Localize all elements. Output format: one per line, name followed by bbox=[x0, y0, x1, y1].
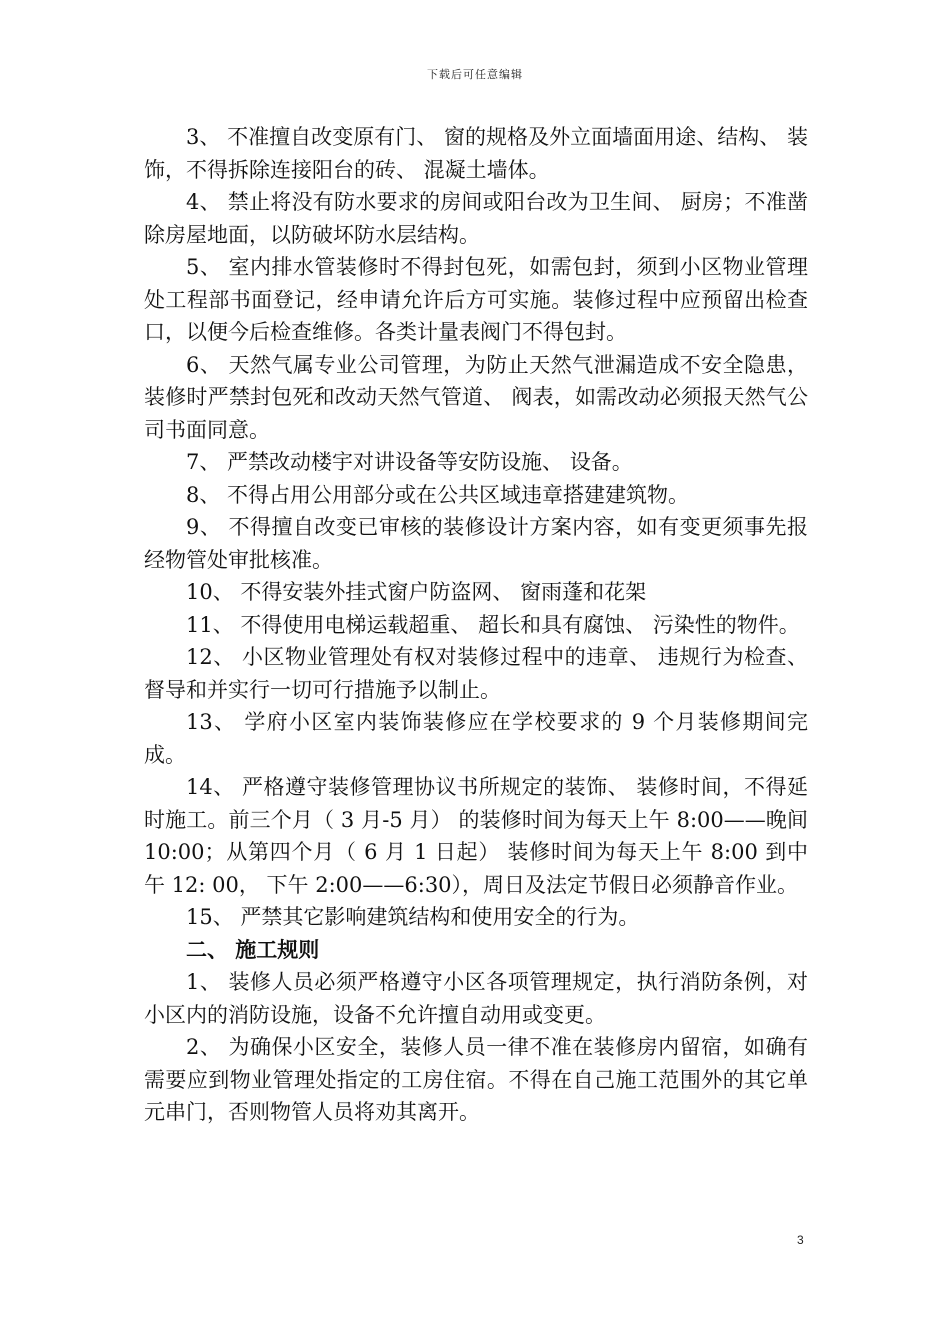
rule-14: 14、 严格遵守装修管理协议书所规定的装饰、 装修时间，不得延时施工。前三个月（ 3 月-5 月） 的装修时间为每天上午 8:00——晚间 10:00；从第四个月（ 6 月 1 日起） 装修时间为每天上午 8:00 到中午 12: 00， 下午 2:00——6:30），周日及法定节假日必须静音作业。 bbox=[144, 775, 808, 897]
page-number: 3 bbox=[797, 1233, 804, 1247]
rule-13: 13、 学府小区室内装饰装修应在学校要求的 9 个月装修期间完成。 bbox=[144, 710, 808, 767]
rule-4: 4、 禁止将没有防水要求的房间或阳台改为卫生间、 厨房；不准凿除房屋地面，以防破坏防水层结构。 bbox=[144, 190, 808, 247]
rule-9: 9、 不得擅自改变已审核的装修设计方案内容，如有变更须事先报经物管处审批核准。 bbox=[144, 515, 808, 572]
rule-6: 6、 天然气属专业公司管理，为防止天然气泄漏造成不安全隐患，装修时严禁封包死和改动天然气管道、 阀表，如需改动必须报天然气公司书面同意。 bbox=[144, 352, 808, 442]
document-body bbox=[144, 121, 808, 1129]
rule-5: 5、 室内排水管装修时不得封包死，如需包封，须到小区物业管理处工程部书面登记，经申请允许后方可实施。装修过程中应预留出检查口，以便今后检查维修。各类计量表阀门不得包封。 bbox=[144, 255, 808, 344]
rule-8: 8、 不得占用公用部分或在公共区域违章搭建建筑物。 bbox=[186, 482, 690, 507]
rule-7: 7、 严禁改动楼宇对讲设备等安防设施、 设备。 bbox=[186, 450, 633, 474]
rule-12: 12、 小区物业管理处有权对装修过程中的违章、 违规行为检查、 督导和并实行一切可行措施予以制止。 bbox=[144, 645, 808, 702]
construction-rule-1: 1、 装修人员必须严格遵守小区各项管理规定，执行消防条例，对小区内的消防设施，设备不允许擅自动用或变更。 bbox=[144, 970, 808, 1027]
rule-10: 10、 不得安装外挂式窗户防盗网、 窗雨蓬和花架 bbox=[186, 580, 647, 604]
rule-15: 15、 严禁其它影响建筑结构和使用安全的行为。 bbox=[186, 905, 640, 929]
rule-3: 3、 不准擅自改变原有门、 窗的规格及外立面墙面用途、结构、 装饰，不得拆除连接阳台的砖、 混凝土墙体。 bbox=[144, 125, 808, 182]
header-note: 下载后可任意编辑 bbox=[427, 68, 523, 81]
rule-11: 11、 不得使用电梯运载超重、 超长和具有腐蚀、 污染性的物件。 bbox=[186, 612, 800, 637]
construction-rule-2: 2、 为确保小区安全，装修人员一律不准在装修房内留宿，如确有需要应到物业管理处指定的工房住宿。不得在自己施工范围外的其它单元串门，否则物管人员将劝其离开。 bbox=[144, 1035, 808, 1124]
section-heading: 二、 施工规则 bbox=[186, 936, 320, 962]
